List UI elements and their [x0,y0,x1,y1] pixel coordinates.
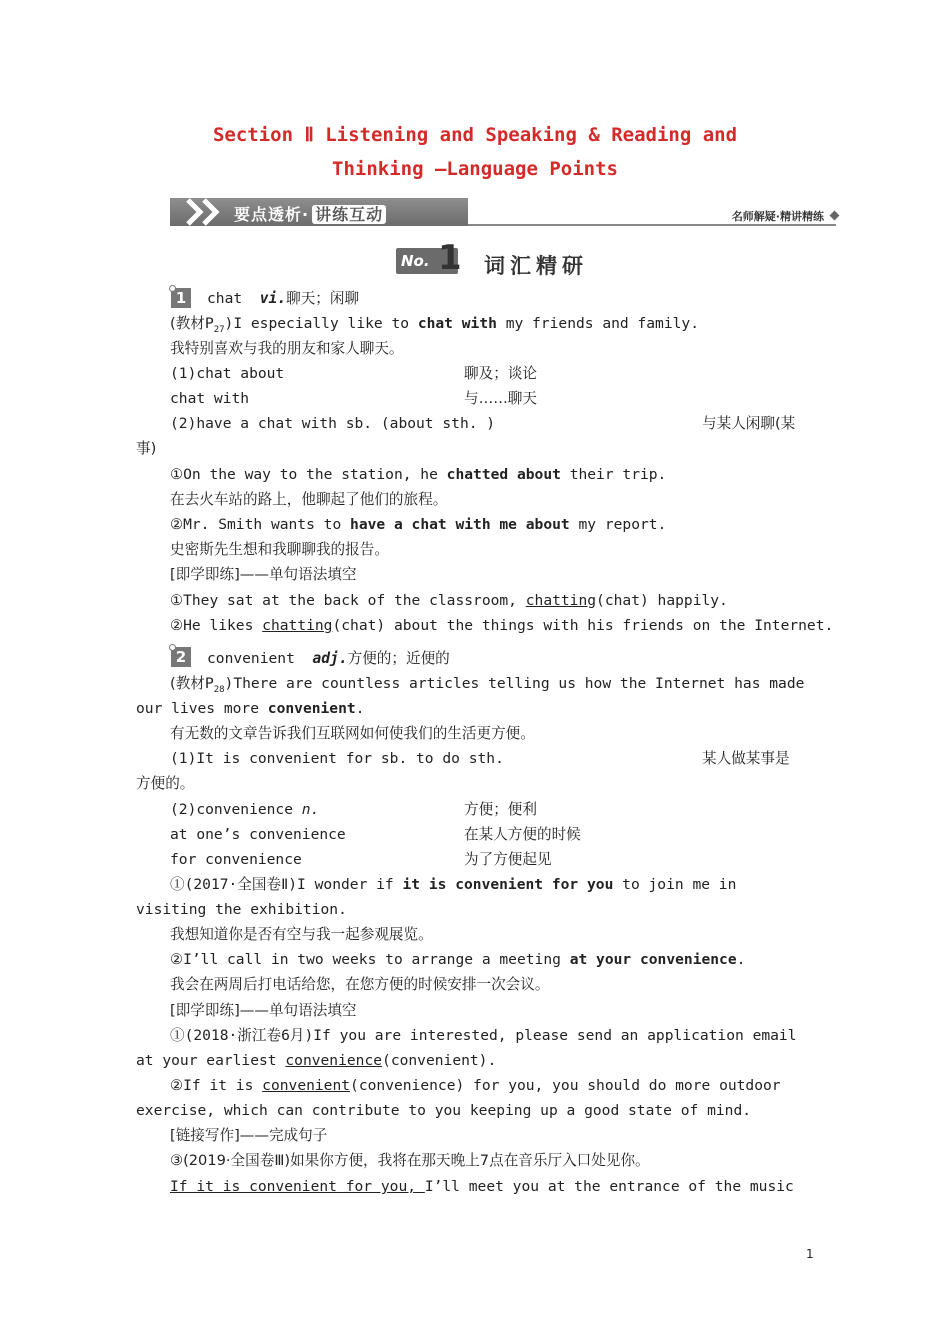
phrase-2-cn: 与……聊天 [464,390,537,407]
writing-1-answer: If it is convenient for you, I’ll meet you at the entrance of the music [170,1178,794,1195]
phrase-3-cont: 事) [136,440,157,457]
section-number-label: No. [401,252,430,270]
section-banner [170,198,838,228]
word-meaning: 方便的；近便的 [347,650,450,667]
entry-badge-2: 2 [171,647,191,667]
phrase-1-cn: 聊及；谈论 [464,365,537,382]
practice-label-2: [即学即练]——单句语法填空 [170,1002,357,1019]
textbook-source-1: (教材$P_{27})I$ especially like to chat with my friends and family. [170,315,699,335]
practice-label-1: [即学即练]——单句语法填空 [170,566,357,583]
answer: chatting [525,592,597,609]
phrase-2-3-en: at one’s convenience [170,826,346,843]
practice-2-1: ①(2018·浙江卷6月)If you are interested, please send an application email [170,1027,797,1044]
textbook-translation-1: 我特别喜欢与我的朋友和家人聊天。 [170,340,404,357]
textbook-source-2-cont: our lives more convenient. [136,700,365,717]
phrase-3-cn: 与某人闲聊(某 [702,415,796,432]
headword: chat [207,290,243,307]
page-title-line-1: Section Ⅱ Listening and Speaking & Reading and [212,124,738,146]
part-of-speech: vi. [259,290,287,307]
entry-headword-2 [207,646,450,671]
section-number-badge [396,238,462,278]
answer: If it is convenient for you, [170,1178,425,1195]
page-number: 1 [806,1247,814,1261]
banner-divider [468,224,836,226]
entry-badge-1: 1 [171,288,191,308]
diamond-icon [830,211,840,221]
section-number: 1 [438,238,462,278]
example-1-cn: 在去火车站的路上，他聊起了他们的旅程。 [170,491,448,508]
banner-title-highlight: 讲练互动 [312,205,386,224]
example-2: ②Mr. Smith wants to have a chat with me about my report. [170,516,667,533]
practice-2-1-cont: at your earliest convenience(convenient). [136,1052,497,1069]
banner-title-main: 要点透析· [234,205,310,224]
section-title: 词汇精研 [484,254,588,278]
phrase-2-4-en: for convenience [170,851,302,868]
example-1: ①On the way to the station, he chatted about their trip. [170,466,667,483]
practice-2-2-cont: exercise, which can contribute to you keeping up a good state of mind. [136,1102,752,1119]
answer: chatting [262,617,333,634]
example-2-1: ①(2017·全国卷Ⅱ)I wonder if it is convenient for you to join me in [170,876,737,893]
answer: convenient [262,1077,351,1094]
writing-1: ③(2019·全国卷Ⅲ)如果你方便，我将在那天晚上7点在音乐厅入口处见你。 [170,1152,650,1169]
word-meaning: 聊天；闲聊 [286,290,360,307]
phrase-2-1-en: (1)It is convenient for sb. to do sth. [170,750,504,767]
practice-2-2: ②If it is convenient(convenience) for you, you should do more outdoor [170,1077,781,1094]
example-2-2-cn: 我会在两周后打电话给您，在您方便的时候安排一次会议。 [170,976,550,993]
phrase-3-en: (2)have a chat with sb. (about sth. ) [170,415,496,432]
phrase-2-3-cn: 在某人方便的时候 [464,826,581,843]
practice-1-1: ①They sat at the back of the classroom, chatting(chat) happily. [170,592,728,609]
page-title-line-2: Thinking —Language Points [332,158,618,180]
phrase-2-en: chat with [170,390,250,407]
entry-headword-1 [207,286,359,311]
writing-label: [链接写作]——完成句子 [170,1127,328,1144]
phrase-2-2-en: (2)convenience n. [170,801,320,818]
example-2-2: ②I’ll call in two weeks to arrange a meeting at your convenience. [170,951,746,968]
example-2-1-cont: visiting the exhibition. [136,901,347,918]
banner-title [234,202,386,225]
double-chevron-icon [184,198,230,226]
practice-1-2: ②He likes chatting(chat) about the things with his friends on the Internet. [170,617,834,634]
part-of-speech: adj. [312,650,348,667]
textbook-source-2: (教材$P_{28})There$ are countless articles telling us how the Internet has made [170,675,805,695]
example-2-1-cn: 我想知道你是否有空与我一起参观展览。 [170,926,433,943]
textbook-translation-2: 有无数的文章告诉我们互联网如何使我们的生活更方便。 [170,725,535,742]
phrase-1-en: (1)chat about [170,365,285,382]
phrase-2-1-cn: 某人做某事是 [702,750,790,767]
phrase-2-2-cn: 方便；便利 [464,801,537,818]
phrase-2-1-cont: 方便的。 [136,775,195,792]
banner-subtitle: 名师解疑·精讲精练 [731,210,824,223]
phrase-2-4-cn: 为了方便起见 [464,851,552,868]
answer: convenience [285,1052,383,1069]
example-2-cn: 史密斯先生想和我聊聊我的报告。 [170,541,389,558]
headword: convenient [207,650,295,667]
